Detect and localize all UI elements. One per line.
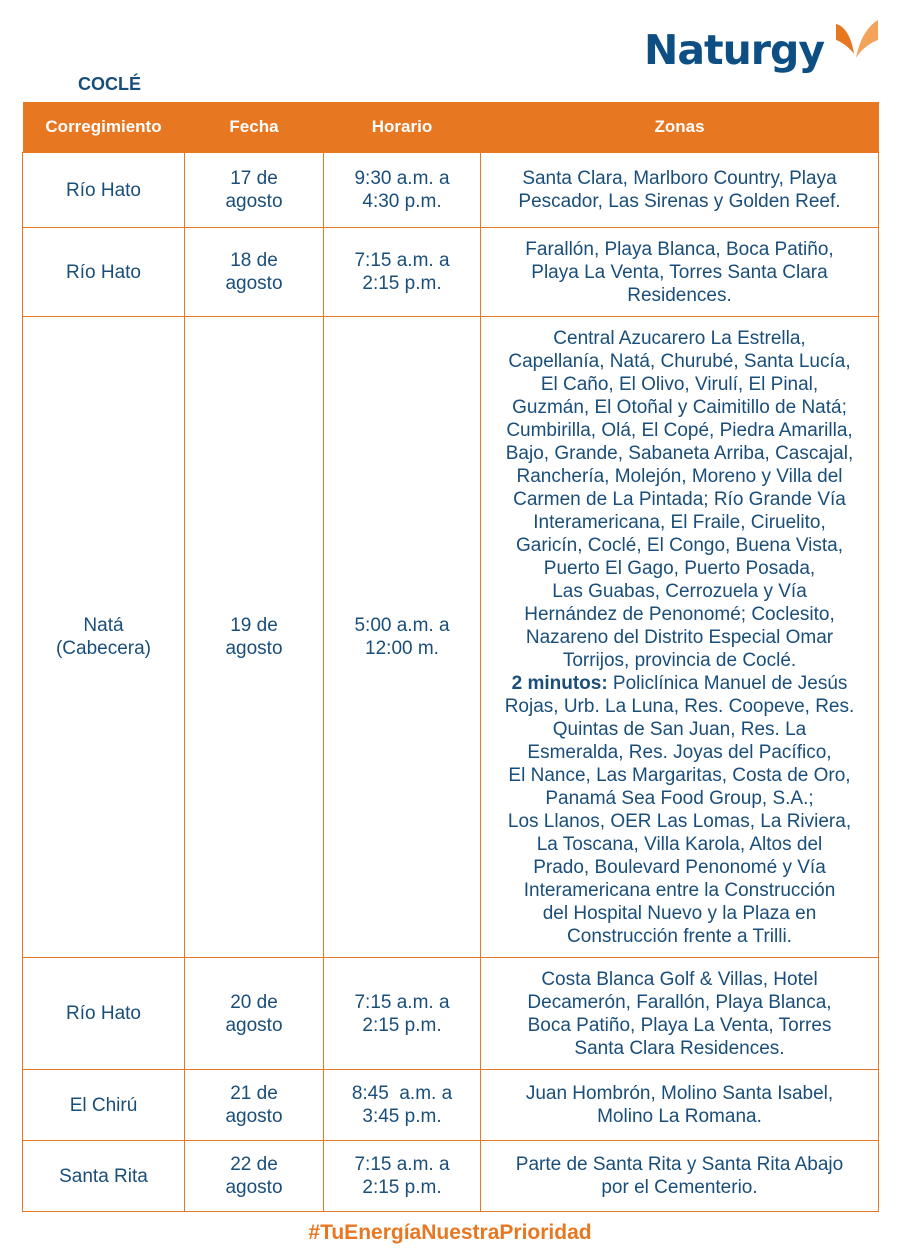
table-row	[23, 1141, 879, 1212]
outage-schedule-table	[22, 102, 879, 1212]
zonas-line: Bajo, Grande, Sabaneta Arriba, Cascajal,	[505, 442, 854, 464]
zonas-line: Los Llanos, OER Las Lomas, La Riviera,	[507, 810, 852, 832]
fecha-text: agosto	[225, 638, 283, 659]
fecha-text: 18 de	[230, 250, 278, 271]
zonas-line: Interamericana entre la Construcción	[523, 879, 836, 901]
zonas-line: El Nance, Las Margaritas, Costa de Oro,	[508, 764, 851, 786]
campaign-hashtag: #TuEnergíaNuestraPrioridad	[308, 1221, 592, 1244]
zonas-line: Esmeralda, Res. Joyas del Pacífico,	[527, 741, 832, 763]
zonas-line: Santa Clara, Marlboro Country, Playa	[522, 168, 837, 189]
table-row	[23, 153, 879, 228]
zonas-line: Cumbirilla, Olá, El Copé, Piedra Amarilla,	[506, 419, 853, 441]
zonas-line: Residences.	[627, 284, 732, 306]
cell-zonas	[481, 958, 879, 1070]
zonas-lead: 2 minutos:	[511, 672, 608, 694]
zonas-line: El Caño, El Olivo, Virulí, El Pinal,	[540, 373, 819, 395]
cell-zonas	[481, 1141, 879, 1212]
horario-text: 4:30 p.m.	[362, 191, 442, 212]
corregimiento-text: Natá	[83, 615, 124, 636]
zonas-line: Nazareno del Distrito Especial Omar	[525, 626, 834, 648]
cell-fecha	[185, 153, 324, 228]
horario-text: 3:45 p.m.	[362, 1106, 442, 1127]
zonas-line: Prado, Boulevard Penonomé y Vía	[533, 856, 826, 878]
corregimiento-text: El Chirú	[69, 1094, 138, 1116]
cell-fecha	[185, 958, 324, 1070]
header-zonas: Zonas	[481, 102, 879, 153]
zonas-line: Central Azucarero La Estrella,	[553, 327, 806, 349]
zonas-line: Quintas de San Juan, Res. La	[552, 718, 807, 740]
horario-text: 2:15 p.m.	[362, 1014, 442, 1036]
butterfly-icon	[832, 18, 880, 80]
cell-fecha	[185, 1070, 324, 1141]
fecha-text: 19 de	[230, 615, 278, 636]
brand-name: Naturgy	[644, 26, 825, 74]
horario-text: 2:15 p.m.	[362, 273, 442, 294]
zonas-line: Construcción frente a Trilli.	[567, 925, 792, 947]
cell-zonas	[481, 228, 879, 317]
cell-corregimiento	[23, 1141, 185, 1212]
zonas-line: Guzmán, El Otoñal y Caimitillo de Natá;	[512, 396, 847, 418]
header-horario: Horario	[324, 102, 481, 153]
table-row	[23, 958, 879, 1070]
zonas-line: Santa Clara Residences.	[574, 1037, 785, 1059]
horario-text: 9:30 a.m. a	[354, 168, 450, 189]
cell-corregimiento	[23, 228, 185, 317]
cell-zonas	[481, 153, 879, 228]
zonas-line: Garicín, Coclé, El Congo, Buena Vista,	[515, 534, 844, 556]
zonas-line: Ranchería, Molejón, Moreno y Villa del	[516, 465, 843, 487]
cell-fecha	[185, 317, 324, 958]
table-header-row	[23, 102, 879, 153]
horario-text: 12:00 m.	[365, 638, 439, 659]
zonas-line: Parte de Santa Rita y Santa Rita Abajo	[515, 1154, 844, 1175]
cell-horario	[324, 958, 481, 1070]
zonas-line: Carmen de La Pintada; Río Grande Vía	[513, 488, 846, 510]
cell-zonas	[481, 317, 879, 958]
zonas-line: Puerto El Gago, Puerto Posada,	[543, 557, 816, 579]
fecha-text: 20 de	[230, 991, 278, 1013]
zonas-line: Costa Blanca Golf & Villas, Hotel	[541, 968, 818, 990]
fecha-text: agosto	[225, 1014, 283, 1036]
corregimiento-text: Río Hato	[66, 261, 141, 283]
cell-fecha	[185, 1141, 324, 1212]
zonas-line: Pescador, Las Sirenas y Golden Reef.	[518, 191, 841, 212]
fecha-text: agosto	[225, 273, 283, 294]
cell-corregimiento	[23, 317, 185, 958]
corregimiento-text: Río Hato	[66, 1003, 141, 1024]
cell-corregimiento	[23, 958, 185, 1070]
corregimiento-text: Río Hato	[66, 179, 141, 201]
zonas-lead-rest: Policlínica Manuel de Jesús	[607, 672, 848, 694]
cell-horario	[324, 1141, 481, 1212]
zonas-line: Boca Patiño, Playa La Venta, Torres	[527, 1014, 832, 1036]
cell-horario	[324, 1070, 481, 1141]
cell-horario	[324, 317, 481, 958]
table-row	[23, 317, 879, 958]
zonas-line: Juan Hombrón, Molino Santa Isabel,	[525, 1083, 834, 1104]
header-corregimiento: Corregimiento	[23, 102, 185, 153]
zonas-line: Las Guabas, Cerrozuela y Vía	[552, 580, 807, 602]
fecha-text: agosto	[225, 191, 283, 212]
zonas-line: Decamerón, Farallón, Playa Blanca,	[527, 991, 832, 1013]
cell-horario	[324, 153, 481, 228]
zonas-line: Interamericana, El Fraile, Ciruelito,	[533, 511, 826, 533]
zonas-line: Farallón, Playa Blanca, Boca Patiño,	[525, 238, 834, 260]
cell-zonas	[481, 1070, 879, 1141]
fecha-text: 22 de	[230, 1154, 278, 1175]
zonas-line: Rojas, Urb. La Luna, Res. Coopeve, Res.	[504, 695, 855, 717]
horario-text: 5:00 a.m. a	[354, 615, 450, 636]
table-row	[23, 228, 879, 317]
header-fecha: Fecha	[185, 102, 324, 153]
zonas-line: Hernández de Penonomé; Coclesito,	[524, 603, 835, 625]
naturgy-logo	[644, 18, 884, 84]
fecha-text: agosto	[225, 1177, 283, 1198]
horario-text: 7:15 a.m. a	[354, 1154, 450, 1175]
zonas-line: Panamá Sea Food Group, S.A.;	[545, 787, 814, 809]
zonas-line: La Toscana, Villa Karola, Altos del	[536, 833, 823, 855]
cell-corregimiento	[23, 1070, 185, 1141]
cell-corregimiento	[23, 153, 185, 228]
zonas-line	[489, 672, 870, 695]
corregimiento-text: (Cabecera)	[55, 638, 152, 659]
horario-text: 7:15 a.m. a	[354, 991, 450, 1013]
zonas-line: por el Cementerio.	[601, 1177, 758, 1198]
horario-text: 7:15 a.m. a	[354, 250, 450, 271]
table-row	[23, 1070, 879, 1141]
zonas-line: del Hospital Nuevo y la Plaza en	[542, 902, 817, 924]
cell-fecha	[185, 228, 324, 317]
corregimiento-text: Santa Rita	[59, 1165, 148, 1187]
zonas-line: Molino La Romana.	[597, 1106, 762, 1127]
horario-text: 2:15 p.m.	[362, 1177, 442, 1198]
fecha-text: 17 de	[230, 168, 278, 189]
zonas-line: Playa La Venta, Torres Santa Clara	[531, 261, 828, 283]
cell-horario	[324, 228, 481, 317]
horario-text: 8:45 a.m. a	[351, 1083, 453, 1104]
fecha-text: agosto	[225, 1106, 283, 1127]
zonas-line: Torrijos, provincia de Coclé.	[562, 649, 797, 671]
region-title: COCLÉ	[78, 74, 141, 94]
zonas-line: Capellanía, Natá, Churubé, Santa Lucía,	[508, 350, 851, 372]
fecha-text: 21 de	[230, 1083, 278, 1104]
